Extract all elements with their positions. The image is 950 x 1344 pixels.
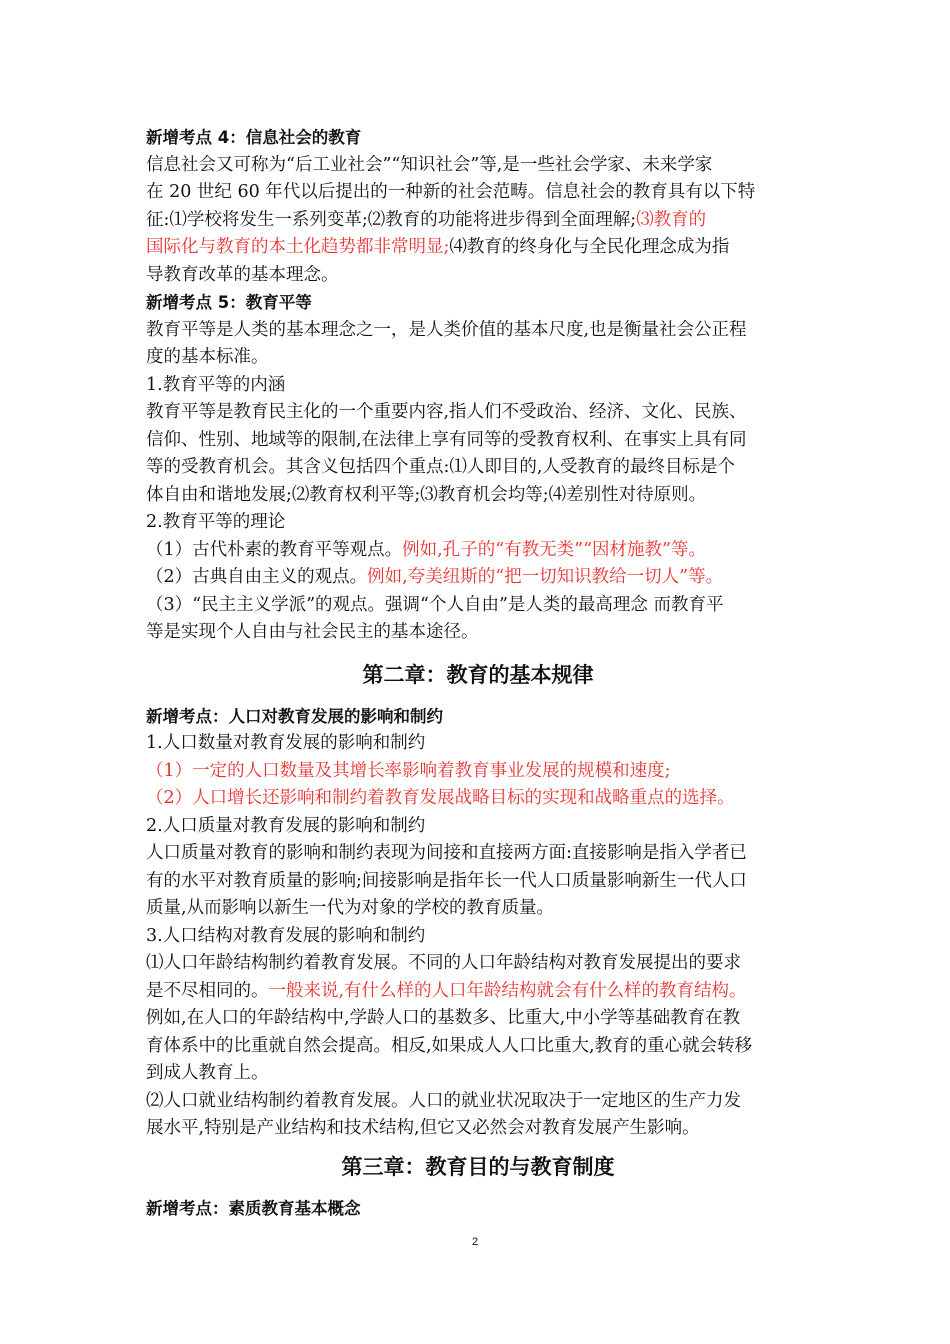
text-span: 是不尽相同的。 [146, 980, 269, 1001]
paragraph-line: 信仰、性别、地域等的限制,在法律上享有同等的受教育权利、在事实上具有同 [146, 429, 747, 450]
paragraph-line: 在 20 世纪 60 年代以后提出的一种新的社会范畴。信息社会的教育具有以下特 [146, 182, 756, 202]
paragraph-line: 教育平等是教育民主化的一个重要内容,指人们不受政治、经济、文化、民族、 [146, 402, 747, 422]
paragraph-line: ⑴人口年龄结构制约着教育发展。不同的人口年龄结构对教育发展提出的要求 [146, 953, 741, 973]
paragraph-line: 信息社会又可称为“后工业社会”“知识社会”等,是一些社会学家、未来学家 [146, 154, 713, 175]
paragraph-line: 有的水平对教育质量的影响;间接影响是指年长一代人口质量影响新生一代人口 [146, 870, 747, 891]
subheading: 1.人口数量对教育发展的影响和制约 [146, 733, 426, 753]
text-span: ⑷教育的终身化与全民化理念成为指 [449, 237, 730, 257]
highlighted-text: 一般来说,有什么样的人口年龄结构就会有什么样的教育结构。 [268, 980, 747, 1001]
section-heading: 新增考点：人口对教育发展的影响和制约 [146, 706, 443, 726]
section-heading: 新增考点：素质教育基本概念 [146, 1198, 361, 1218]
highlighted-text: 例如,孔子的“有教无类”“因材施教”等。 [402, 539, 706, 560]
paragraph-line [146, 207, 810, 235]
section-heading: 新增考点 4：信息社会的教育 [146, 128, 362, 147]
subheading: 3.人口结构对教育发展的影响和制约 [146, 925, 426, 946]
highlighted-line: （1）一定的人口数量及其增长率影响着教育事业发展的规模和速度; [146, 760, 671, 781]
highlighted-text: ⑶教育的 [636, 209, 707, 230]
paragraph-line: 等是实现个人自由与社会民主的基本途径。 [146, 622, 479, 642]
subheading: 2.教育平等的理论 [146, 512, 286, 532]
paragraph-line [146, 234, 810, 262]
paragraph-line: 质量,从而影响以新生一代为对象的学校的教育质量。 [146, 898, 555, 918]
paragraph-line [146, 978, 810, 1006]
paragraph-line: 育体系中的比重就自然会提高。相反,如果成人人口比重大,教育的重心就会转移 [146, 1035, 753, 1056]
paragraph-line: 展水平,特别是产业结构和技术结构,但它又必然会对教育发展产生影响。 [146, 1118, 700, 1138]
paragraph-line: 体自由和谐地发展;⑵教育权利平等;⑶教育机会均等;⑷差别性对待原则。 [146, 484, 707, 505]
chapter-title: 第三章：教育目的与教育制度 [341, 1154, 615, 1179]
paragraph-line: 度的基本标准。 [146, 347, 269, 367]
subheading: 2.人口质量对教育发展的影响和制约 [146, 815, 426, 836]
page-number: 2 [471, 1236, 479, 1248]
paragraph-line [146, 537, 810, 565]
highlighted-text: 国际化与教育的本土化趋势都非常明显; [146, 237, 450, 257]
paragraph-line: ⑵人口就业结构制约着教育发展。人口的就业状况取决于一定地区的生产力发 [146, 1090, 741, 1111]
section-heading: 新增考点 5：教育平等 [146, 293, 312, 312]
paragraph-line: 例如,在人口的年龄结构中,学龄人口的基数多、比重大,中小学等基础教育在教 [146, 1008, 741, 1028]
subheading: 1.教育平等的内涵 [146, 374, 286, 395]
paragraph-line [146, 564, 810, 592]
highlighted-text: 例如,夸美纽斯的“把一切知识教给一切人”等。 [367, 567, 724, 587]
page-content [146, 124, 810, 1222]
text-span: 征:⑴学校将发生一系列变革;⑵教育的功能将进步得到全面理解; [146, 209, 637, 230]
text-span: （2）古典自由主义的观点。 [146, 567, 368, 587]
paragraph-line: （3）“民主主义学派”的观点。强调“个人自由”是人类的最高理念 而教育平 [146, 594, 724, 615]
text-span: （1）古代朴素的教育平等观点。 [146, 539, 403, 560]
chapter-title: 第二章：教育的基本规律 [362, 662, 594, 687]
paragraph-line: 教育平等是人类的基本理念之一，是人类价值的基本尺度,也是衡量社会公正程 [146, 319, 747, 340]
paragraph-line: 导教育改革的基本理念。 [146, 264, 339, 285]
paragraph-line: 人口质量对教育的影响和制约表现为间接和直接两方面:直接影响是指入学者已 [146, 843, 747, 863]
paragraph-line: 到成人教育上。 [146, 1063, 269, 1083]
paragraph-line: 等的受教育机会。其含义包括四个重点:⑴人即目的,人受教育的最终目标是个 [146, 457, 735, 477]
highlighted-line: （2）人口增长还影响和制约着教育发展战略目标的实现和战略重点的选择。 [146, 788, 735, 808]
